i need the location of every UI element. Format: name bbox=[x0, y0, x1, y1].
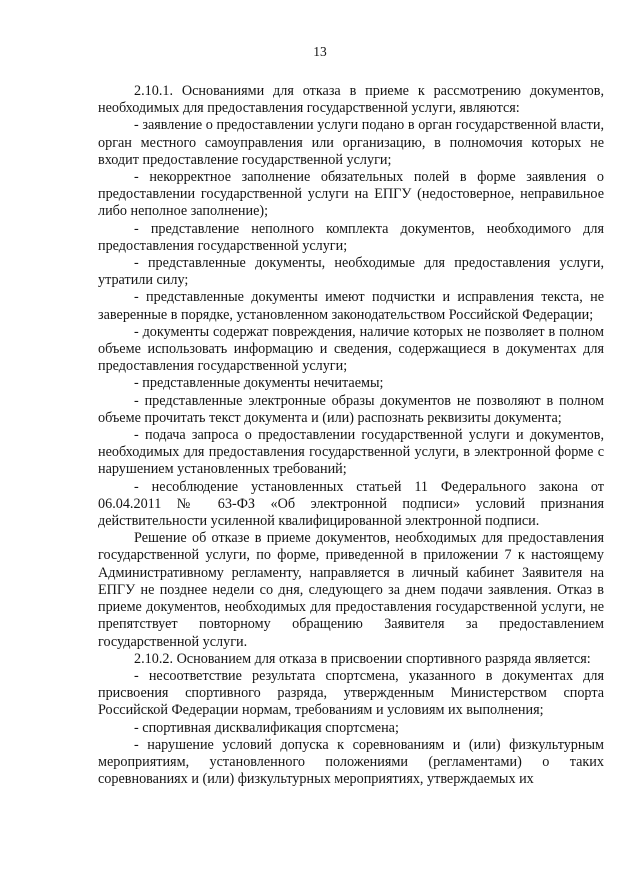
list-item: - спортивная дисквалификация спортсмена; bbox=[134, 719, 399, 736]
list-item: - несоблюдение установленных статьей 11 Федерального закона от 06.04.2011 № 63-ФЗ «Об электронной подписи» условий признания действительности усиленной квалифицированной электронной подписи. bbox=[98, 478, 604, 530]
list-item: - нарушение условий допуска к соревнованиям и (или) физкультурным мероприятиям, установленного положениями (регламентами) о таких соревнованиях и (или) физкультурных мероприятиях, утверждаемых их bbox=[98, 736, 604, 788]
list-item: - несоответствие результата спортсмена, указанного в документах для присвоения спортивного разряда, утвержденным Министерством спорта Российской Федерации нормам, требованиям и условиям их выполнения; bbox=[98, 667, 604, 719]
list-item: - представление неполного комплекта документов, необходимого для предоставления государственной услуги; bbox=[98, 220, 604, 254]
list-item: - заявление о предоставлении услуги подано в орган государственной власти, орган местного самоуправления или организацию, в полномочия которых не входит предоставление государственной услуги; bbox=[98, 117, 604, 168]
list-item: - представленные документы, необходимые для предоставления услуги, утратили силу; bbox=[98, 255, 604, 289]
paragraph-2-10-1: 2.10.1. Основаниями для отказа в приеме к рассмотрению документов, необходимых для предоставления государственной услуги, являются: bbox=[98, 83, 604, 117]
list-item: - подача запроса о предоставлении государственной услуги и документов, необходимых для предоставления государственной услуги, в электронной форме с нарушением установленных требований; bbox=[98, 427, 604, 478]
refusal-decision-paragraph: Решение об отказе в приеме документов, необходимых для предоставления государственной услуги, по форме, приведенной в приложении 7 к настоящему Административному регламенту, направляется в личный кабинет Заявителя на ЕПГУ не позднее недели со дня, следующего за днем подачи заявления. Отказ в приеме документов, необходимых для предоставления государственной услуги, не препятствует повторному обращению Заявителя за предоставлением государственной услуги. bbox=[98, 530, 604, 650]
paragraph-2-10-2: 2.10.2. Основанием для отказа в присвоении спортивного разряда является: bbox=[134, 650, 591, 667]
list-item: - представленные документы нечитаемы; bbox=[134, 375, 384, 392]
list-item: - представленные документы имеют подчистки и исправления текста, не заверенные в порядке, установленном законодательством Российской Федерации; bbox=[98, 289, 604, 323]
list-item: - документы содержат повреждения, наличие которых не позволяет в полном объеме использовать информацию и сведения, содержащиеся в документах для предоставления государственной услуги; bbox=[98, 323, 604, 375]
list-item: - некорректное заполнение обязательных полей в форме заявления о предоставлении государственной услуги на ЕПГУ (недостоверное, неправильное либо неполное заполнение); bbox=[98, 169, 604, 220]
page-number: 13 bbox=[313, 44, 327, 59]
document-body bbox=[98, 83, 604, 788]
list-item: - представленные электронные образы документов не позволяют в полном объеме прочитать текст документа и (или) распознать реквизиты документа; bbox=[98, 392, 604, 426]
